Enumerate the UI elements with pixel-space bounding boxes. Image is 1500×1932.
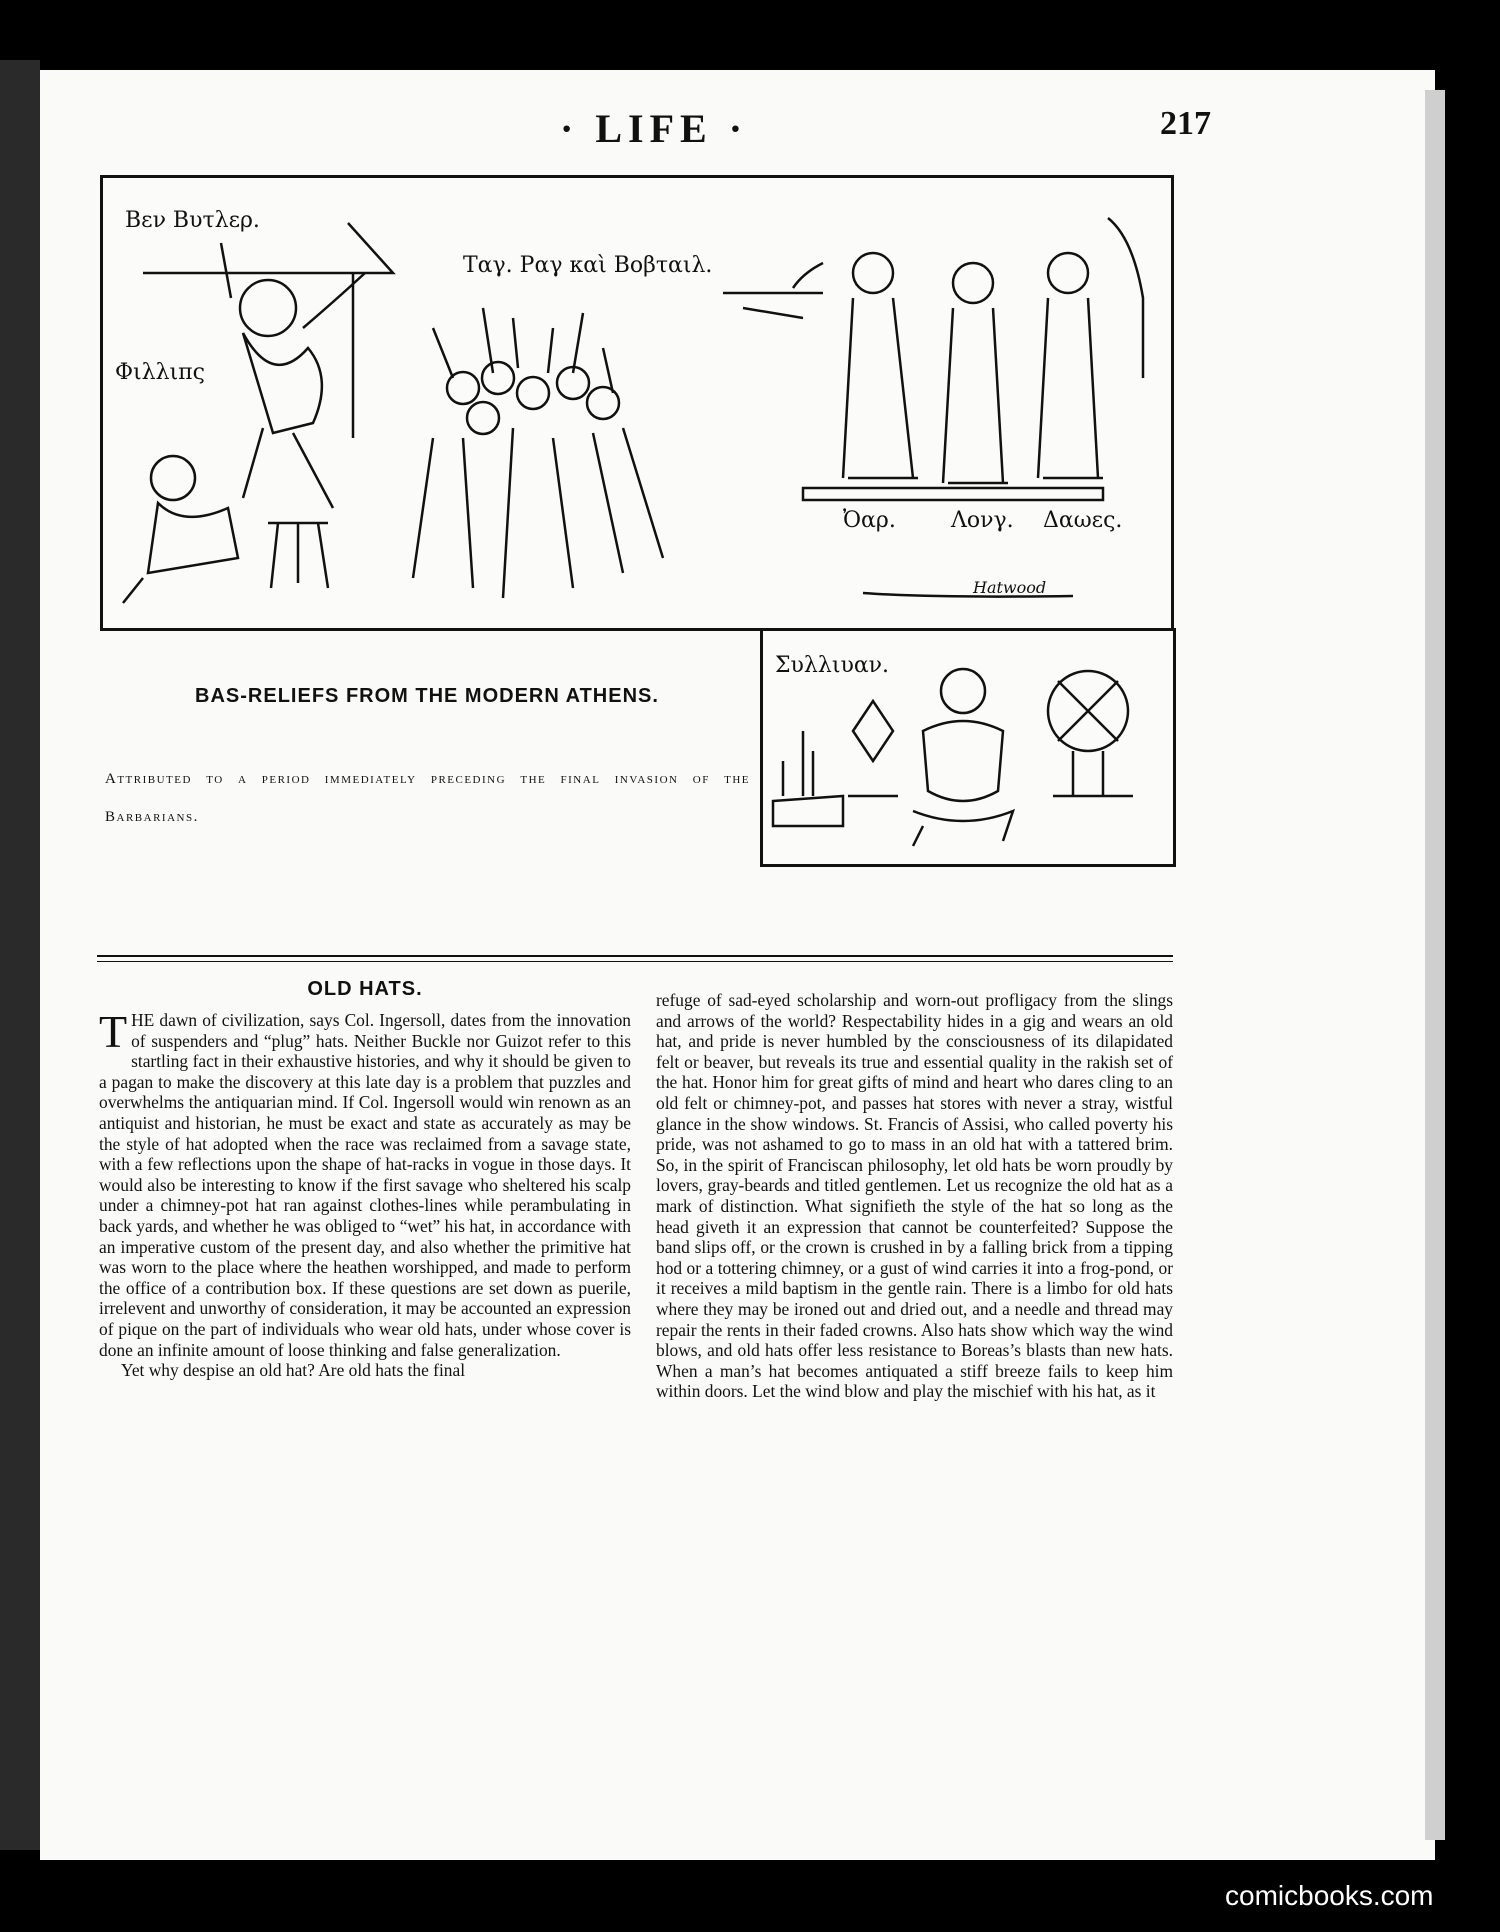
illustration-drawing (103, 178, 1171, 628)
label-ohr: Ὀαρ. (843, 508, 896, 533)
watermark: comicbooks.com (1225, 1880, 1434, 1911)
masthead: · LIFE · (560, 106, 749, 151)
page-number: 217 (1160, 105, 1211, 142)
artist-signature: Hatwood (973, 578, 1047, 597)
label-sullivan: Συλλιυαν. (775, 653, 890, 678)
article-paragraph-1 (99, 1006, 631, 1360)
section-rule-bottom (97, 961, 1173, 962)
page-edge (1425, 90, 1445, 1840)
illustration-small-panel (760, 628, 1176, 867)
label-ben-butler: Βεν Βυτλερ. (125, 208, 260, 233)
article-paragraph-2: Yet why despise an old hat? Are old hats the final (121, 1360, 466, 1381)
label-long: Λονγ. (951, 508, 1014, 533)
article-paragraph-2-continued: refuge of sad-eyed scholarship and worn-out profligacy from the slings and arrows of the world? Respectability hides in a gig and wears an old hat, and pride is never humbled by the consciousness of its dilapidated felt or beaver, but reveals its true and essential quality in the rakish set of the hat. Honor him for great gifts of mind and heart who dares cling to an old felt or chimney-pot, and passes hat stores with never a stray, wistful glance in the show windows. St. Francis of Assisi, who called poverty his pride, was not ashamed to go to mass in an old hat with a tattered brim. So, in the spirit of Franciscan philosophy, let old hats be worn proudly by lovers, gray-beards and titled gentlemen. Let us recognize the old hat as a mark of distinction. What signifieth the style of the hat so long as the head giveth it an expression that cannot be counterfeited? Suppose the band slips off, or the crown is crushed in by a falling brick from a tipping hod or a tottering chimney, or a gust of wind carries it into a frog-pond, or it receives a mild baptism in the gentle rain. There is a limbo for old hats where they may be ironed out and dried out, and a needle and thread may repair the rents in their faded crowns. Also hats show which way the wind blows, and old hats offer less resistance to Boreas’s blasts than new hats. When a man’s hat becomes antiquated a stiff breeze fails to keep him within doors. Let the wind blow and play the mischief with his hat, as it (656, 990, 1173, 1402)
page-header (0, 105, 1500, 165)
caption-subtitle: Attributed to a period immediately preceding the final invasion of the Barbarians. (105, 771, 750, 825)
drop-cap: T (99, 1006, 128, 1057)
caption-title: BAS-RELIEFS FROM THE MODERN ATHENS. (195, 685, 659, 707)
label-dawes: Δαωες. (1043, 508, 1123, 533)
label-phillips: Φιλλιπς (115, 360, 205, 385)
article-column-2 (656, 990, 1173, 1402)
scan-binding-shadow (0, 60, 40, 1850)
article-column-1 (99, 1006, 631, 1381)
illustration-main-panel (100, 175, 1174, 631)
paragraph-1-text: HE dawn of civilization, says Col. Ingersoll, dates from the innovation of suspenders and “plug” hats. Neither Buckle nor Guizot refer to this startling fact in their exhaustive histories, and why it should be given to a pagan to make the discovery at this late day is a problem that puzzles and overwhelms the antiquarian mind. If Col. Ingersoll would win renown as an antiquist and historian, he must be exact and state as accurately as may be the style of hat adopted when the race was reclaimed from a savage state, with a few reflections upon the shape of hat-racks in vogue in those days. It would also be interesting to know if the first savage who sheltered his scalp under a chimney-pot hat ran against clothes-lines while perambulating in back yards, and whether he was obliged to “wet” his hat, in accordance with an imperative custom of the present day, and also whether the primitive hat was worn to the place where the heathen worshipped, and made to perform the office of a contribution box. If these questions are set down as puerile, irrelevent and unworthy of consideration, it may be accounted an expression of pique on the part of individuals who wear old hats, under whose cover is done an infinite amount of loose thinking and false generalization. (99, 1010, 631, 1360)
section-rule-top (97, 955, 1173, 957)
article-title: OLD HATS. (307, 978, 423, 1000)
label-tag-rag-bobtail: Ταγ. Ραγ καὶ Βοβταιλ. (463, 253, 713, 278)
